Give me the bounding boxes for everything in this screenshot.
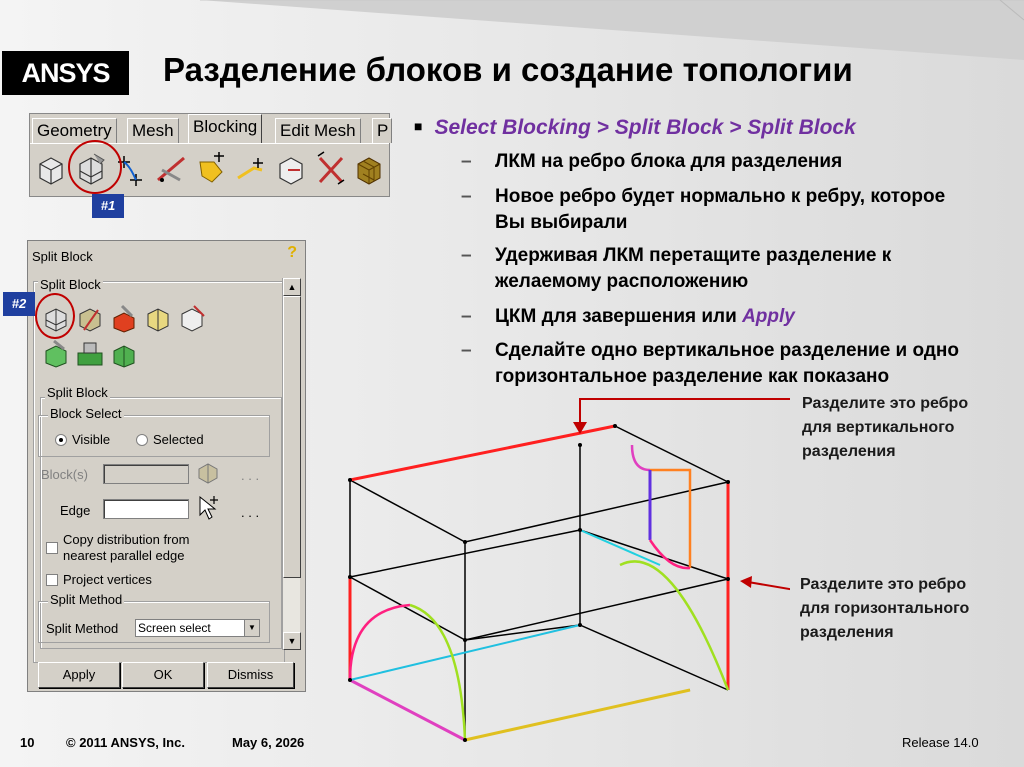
pre-mesh-icon[interactable] [352,150,386,188]
apply-highlight: Apply [742,306,795,327]
instruction-item-text: ЦКМ для завершения или [495,306,737,327]
split-edge-tool-icon[interactable] [40,339,72,369]
step-badge-2: #2 [3,292,35,316]
cyan-upper-edge [580,530,660,565]
annotation-horizontal: Разделите это ребро для горизонтального разделения [800,576,970,641]
instruction-main [414,116,856,140]
edge-ellipsis: . . . [241,505,260,520]
dash: – [461,245,472,266]
dismiss-button[interactable]: Dismiss [207,662,294,688]
project-vertices-checkbox[interactable] [46,574,58,586]
scroll-down-arrow-icon[interactable]: ▼ [283,632,301,650]
create-block-icon[interactable] [34,150,68,188]
arc-right-green [620,561,728,690]
transform-icon[interactable] [234,150,268,188]
delete-block-icon[interactable] [314,150,348,188]
instruction-item-text: ЛКМ на ребро блока для разделения [495,151,843,172]
blocks-ellipsis: . . . [241,468,260,483]
bottom-yellow-edge [465,690,690,740]
highlight-circle-2 [35,293,75,339]
bottom-magenta-edge [350,680,465,740]
instruction-item-text: Новое ребро будет нормально к ребру, которое Вы выбирали [495,186,946,233]
block-topology-diagram [330,390,790,750]
split-method-section-label: Split Method [50,592,123,607]
select-edge-icon[interactable] [196,493,222,521]
horizontal-split-arrow [748,582,790,590]
dash: – [461,186,472,207]
edge-label: Edge [60,503,91,518]
instruction-main-text: Select Blocking > Split Block > Split Block [434,116,856,139]
scroll-up-arrow-icon[interactable]: ▲ [283,278,301,296]
radio-selected[interactable] [136,434,148,446]
blocks-label: Block(s) [41,467,88,482]
highlight-circle-1 [68,140,122,194]
footer-date: May 6, 2026 [232,735,305,750]
split-block-section-label: Split Block [40,277,101,292]
release-label: Release 14.0 [902,735,979,750]
split-method-value: Screen select [138,621,211,635]
dash: – [461,340,472,361]
split-prism-tool-icon[interactable] [74,339,106,369]
split-extend-tool-icon[interactable] [176,304,208,334]
blocks-field [103,464,189,484]
scroll-thumb[interactable] [283,296,301,578]
edge-field[interactable] [103,499,189,519]
annotation-vertical: Разделите это ребро для вертикального разделения [802,395,969,460]
arrow-head-icon [740,576,752,588]
chevron-down-icon[interactable]: ▼ [244,620,259,636]
dash: – [461,306,472,327]
help-icon[interactable]: ? [287,244,297,261]
tab-edit-mesh[interactable]: Edit Mesh [275,118,361,143]
apply-button[interactable]: Apply [38,662,120,688]
arc-top-magenta [632,445,650,470]
orange-edge [650,470,690,568]
copy-distribution-label-line2: nearest parallel edge [63,548,185,563]
instruction-item-text: Удерживая ЛКМ перетащите разделение к желаемому расположению [495,245,892,292]
select-blocks-icon[interactable] [196,461,220,485]
tab-blocking[interactable]: Blocking [188,114,262,143]
split-method-select[interactable] [135,619,260,637]
slide-title: Разделение блоков и создание топологии [163,51,853,88]
ansys-logo: ANSYS [2,51,129,95]
dash: – [461,151,472,172]
ok-button[interactable]: OK [122,662,204,688]
tab-geometry[interactable]: Geometry [32,118,117,143]
page-number: 10 [20,735,35,750]
radio-visible[interactable] [55,434,67,446]
instruction-item-text: Сделайте одно вертикальное разделение и одно горизонтальное разделение как показано [495,340,960,387]
bullet-square-icon: ■ [414,118,423,134]
edge-association-icon[interactable] [154,150,188,188]
copy-distribution-checkbox[interactable] [46,542,58,554]
block-select-label: Block Select [50,406,122,421]
move-vertex-icon[interactable] [194,150,228,188]
dialog-title: Split Block [32,249,93,264]
tab-p[interactable]: P [372,118,392,143]
copyright: © 2011 ANSYS, Inc. [66,735,185,750]
edit-block-icon[interactable] [274,150,308,188]
split-method-label: Split Method [46,621,119,636]
copy-distribution-label-line1: Copy distribution from [63,532,190,547]
split-face-tool-icon[interactable] [74,304,106,334]
radio-visible-label: Visible [72,432,111,447]
arc-left-green [410,605,465,740]
radio-selected-label: Selected [153,432,204,447]
split-ogrid-tool-icon[interactable] [108,304,140,334]
top-front-edge [350,426,615,480]
dialog-scrollbar[interactable] [282,278,300,650]
project-vertices-label: Project vertices [63,572,152,587]
step-badge-1: #1 [92,194,124,218]
inner-split-block-label: Split Block [47,385,108,400]
split-free-tool-icon[interactable] [142,304,174,334]
split-periodic-tool-icon[interactable] [108,339,140,369]
tab-mesh[interactable]: Mesh [127,118,179,143]
